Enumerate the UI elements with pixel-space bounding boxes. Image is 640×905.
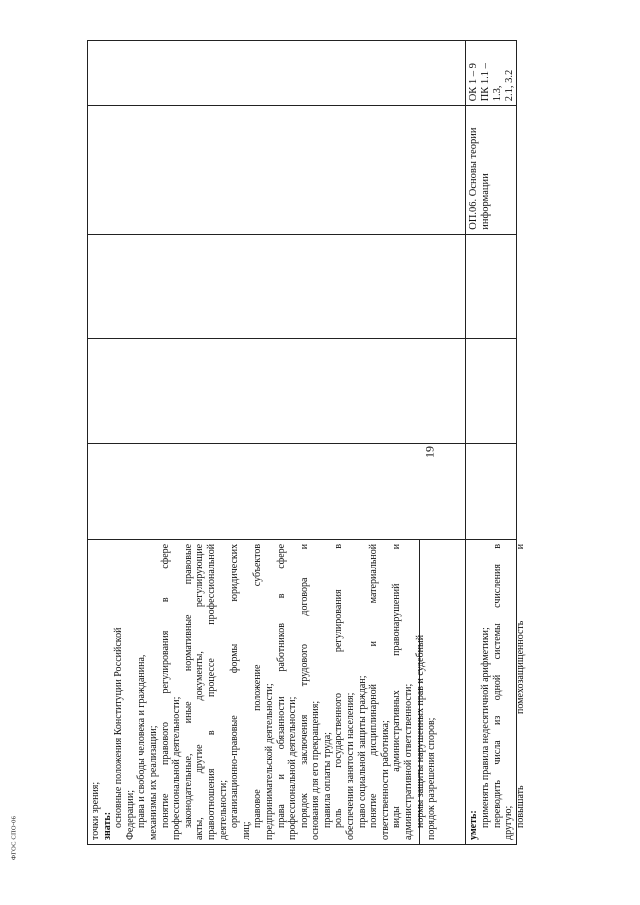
text-line: применять правила недесятичной арифметики; <box>479 627 491 828</box>
row1-empty-cell-2 <box>88 443 466 539</box>
text-line: повышать помехозащищенность и <box>514 543 526 828</box>
text-line: права и обязанности работников в сфере <box>275 543 287 828</box>
text-line: Федерации; <box>124 789 136 840</box>
text-line: административной ответственности; <box>403 683 415 840</box>
know-heading: знать: <box>101 811 113 840</box>
text-line: обеспечении занятости населения; <box>345 692 357 840</box>
text-line: механизмы их реализации; <box>147 725 159 840</box>
row2-empty-cell-3 <box>466 338 516 442</box>
text-line: основания для его прекращения; <box>310 700 322 840</box>
row1-empty-cell-4 <box>88 234 466 338</box>
text-line: право социальной защиты граждан; <box>356 675 368 828</box>
row1-empty-cell-3 <box>88 338 466 442</box>
text-line: лиц; <box>240 821 252 840</box>
text-line: основные положения Конституции Российской <box>113 627 125 828</box>
row1-empty-cell-6 <box>88 41 466 105</box>
text-line: акты, другие документы, регулирующие <box>194 543 206 840</box>
competency-line: ПК 1.1 – 1.3, <box>480 63 504 102</box>
page-number: 19 <box>422 446 437 458</box>
row2-empty-cell-2 <box>466 443 516 539</box>
row1-top-block <box>88 540 438 844</box>
competency-line: 2.1, 3.2 <box>504 69 516 102</box>
footer-code: ФГОС СПО-06 <box>10 815 18 861</box>
table-wrapper <box>87 40 526 845</box>
row2-empty-cell-4 <box>466 234 516 338</box>
competency-line: ОК 1 – 9 <box>468 63 480 102</box>
text-line: понятие правового регулирования в сфере <box>159 543 171 828</box>
text-line: другую; <box>503 805 515 840</box>
text-line: роль государственного регулирования в <box>333 543 345 828</box>
text-line: правоотношения в процессе профессиональной <box>205 543 217 840</box>
curriculum-table <box>87 40 526 845</box>
text-line: профессиональной деятельности; <box>287 696 299 840</box>
text-line: порядок заключения трудового договора и <box>298 543 310 828</box>
text-line: правила оплаты труда; <box>321 732 333 828</box>
text-line: организационно-правовые формы юридических <box>229 543 241 828</box>
text-line: предпринимательской деятельности; <box>263 683 275 840</box>
competencies-cell <box>466 41 516 105</box>
text-line: права и свободы человека и гражданина, <box>136 654 148 828</box>
text-line: виды административных правонарушений и <box>391 543 403 828</box>
text-line: деятельности; <box>217 779 229 840</box>
text-line: точки зрения; <box>90 781 101 840</box>
row1-content-cell <box>88 539 466 844</box>
discipline-name: ОП.06. Основы теории информации <box>466 105 516 233</box>
text-line: нормы защиты нарушенных прав и судебный <box>414 634 426 828</box>
text-line: понятие дисциплинарной и материальной <box>368 543 380 828</box>
text-line: переводить числа из одной системы счисления в <box>491 543 503 828</box>
skills-heading: уметь: <box>468 810 480 840</box>
text-line: профессиональной деятельности; <box>171 696 183 840</box>
text-line: правовое положение субъектов <box>252 543 264 828</box>
text-line: порядок разрешения споров; <box>426 717 438 840</box>
row2-content-cell <box>466 539 526 844</box>
row1-empty-cell-5 <box>88 105 466 233</box>
text-line: ответственности работника; <box>379 720 391 840</box>
text-line: законодательные, иные нормативные правовые <box>182 543 194 828</box>
